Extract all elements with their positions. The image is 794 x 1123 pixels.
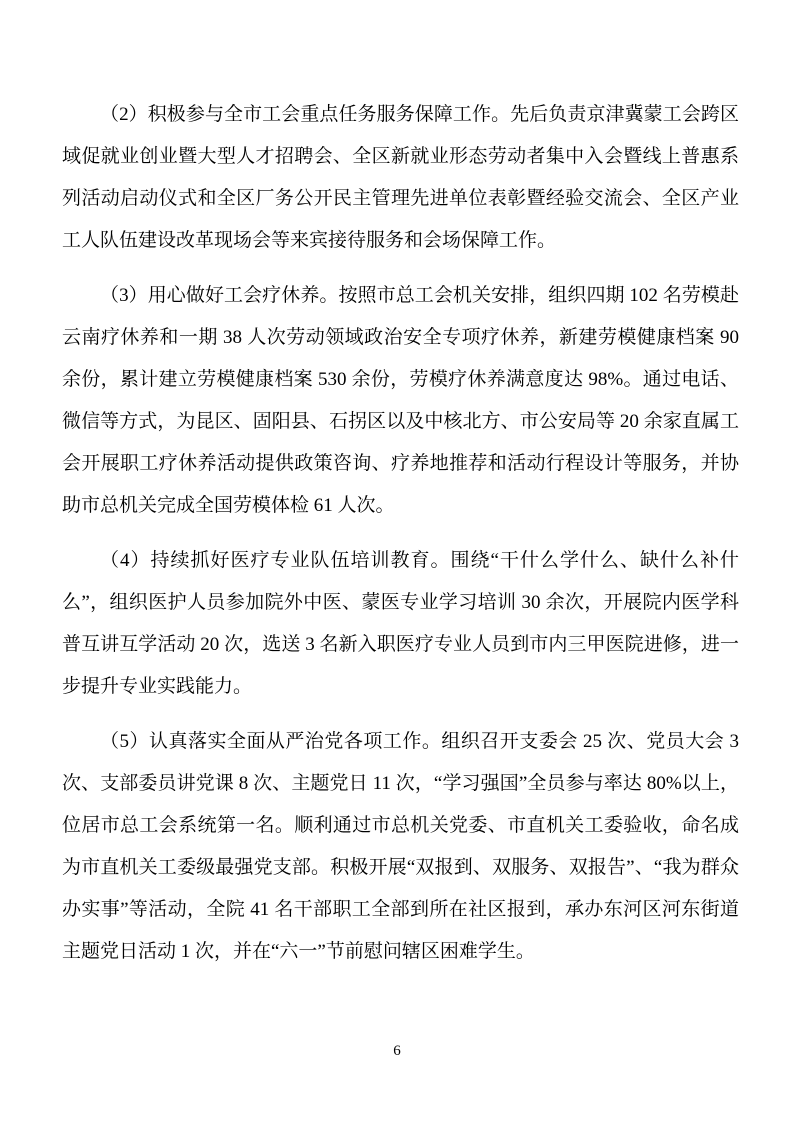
page-number: 6	[393, 1043, 401, 1059]
paragraph-item-4: （4）持续抓好医疗专业队伍培训教育。围绕“干什么学什么、缺什么补什么”，组织医护人员参加院外中医、蒙医专业学习培训 30 余次，开展院内医学科普互讲互学活动 20 次，选送 3 名新入职医疗专业人员到市内三甲医院进修，进一步提升专业实践能力。	[62, 550, 739, 697]
document-body	[62, 94, 739, 986]
paragraph-item-5: （5）认真落实全面从严治党各项工作。组织召开支委会 25 次、党员大会 3 次、支部委员讲党课 8 次、主题党日 11 次，“学习强国”全员参与率达 80%以上，位居市总工会系统第一名。顺利通过市总机关党委、市直机关工委验收，命名成为市直机关工委级最强党支部。积极开展“双报到、双服务、双报告”、“我为群众办实事”等活动，全院 41 名干部职工全部到所在社区报到，承办东河区河东街道主题党日活动 1 次，并在“六一”节前慰问辖区困难学生。	[62, 731, 739, 962]
paragraph-item-3: （3）用心做好工会疗休养。按照市总工会机关安排，组织四期 102 名劳模赴云南疗休养和一期 38 人次劳动领域政治安全专项疗休养，新建劳模健康档案 90 余份，累计建立劳模健康档案 530 余份，劳模疗休养满意度达 98%。通过电话、微信等方式，为昆区、固阳县、石拐区以及中核北方、市公安局等 20 余家直属工会开展职工疗休养活动提供政策咨询、疗养地推荐和活动行程设计等服务，并协助市总机关完成全国劳模体检 61 人次。	[62, 285, 739, 516]
page-footer	[0, 1041, 794, 1061]
paragraph-item-2: （2）积极参与全市工会重点任务服务保障工作。先后负责京津冀蒙工会跨区域促就业创业暨大型人才招聘会、全区新就业形态劳动者集中入会暨线上普惠系列活动启动仪式和全区厂务公开民主管理先进单位表彰暨经验交流会、全区产业工人队伍建设改革现场会等来宾接待服务和会场保障工作。	[62, 104, 739, 251]
